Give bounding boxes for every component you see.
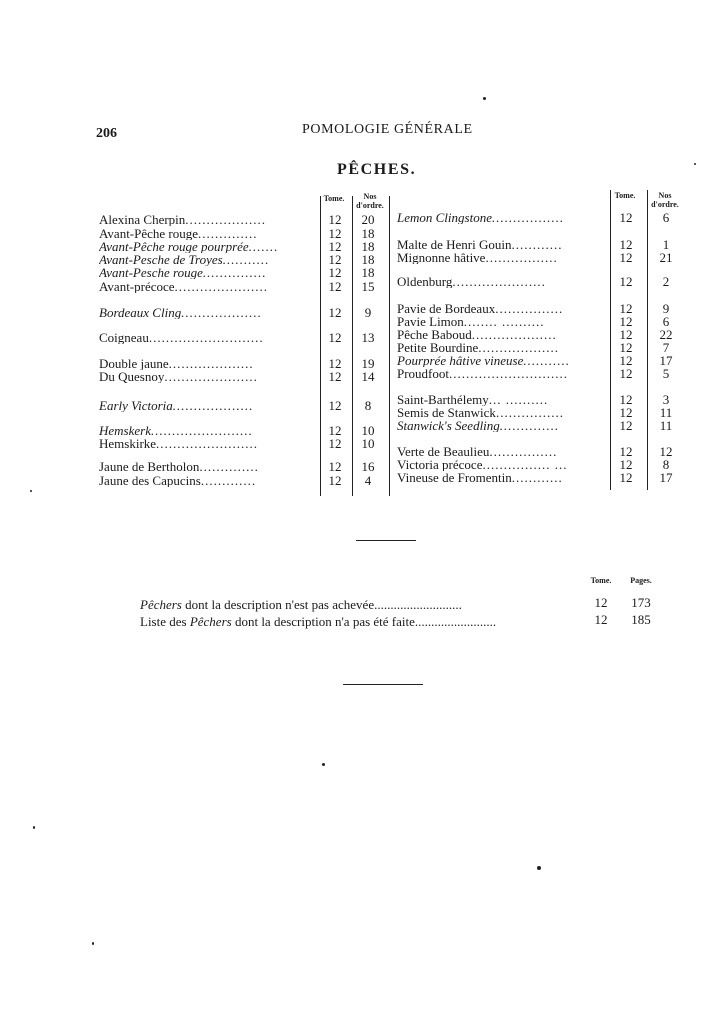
entry-name: Proudfoot	[397, 367, 449, 380]
entry-name: Avant-Pesche de Troyes	[99, 253, 223, 266]
right-entry	[397, 393, 607, 406]
right-tome-header: Tome.	[614, 191, 636, 200]
entry-ordre: 6	[662, 314, 670, 329]
entry-tome: 12	[619, 457, 633, 472]
entry-name: Avant-précoce	[99, 280, 175, 293]
entry-tome: 12	[619, 237, 633, 252]
scan-speck	[483, 97, 486, 100]
separator-rule	[343, 684, 423, 685]
entry-tome: 12	[328, 436, 342, 451]
entry-leader-dots: ... ..........	[488, 393, 549, 406]
entry-name: Malte de Henri Gouin	[397, 238, 512, 251]
note-tome: 12	[594, 612, 608, 627]
entry-tome: 12	[328, 398, 342, 413]
entry-ordre: 15	[361, 279, 375, 294]
entry-name: Du Quesnoy	[99, 370, 165, 383]
entry-ordre: 7	[662, 340, 670, 355]
entry-name: Victoria précoce	[397, 458, 483, 471]
entry-ordre: 5	[662, 366, 670, 381]
entry-leader-dots: ..............	[499, 419, 560, 432]
entry-ordre: 18	[361, 226, 375, 241]
left-entry	[99, 437, 315, 450]
entry-leader-dots: ..............	[199, 460, 259, 473]
entry-tome: 12	[619, 418, 633, 433]
entry-ordre: 18	[361, 252, 375, 267]
entry-tome: 12	[328, 212, 342, 227]
entry-tome: 12	[619, 470, 633, 485]
left-entry	[99, 253, 315, 266]
entry-leader-dots: ...............	[202, 266, 267, 279]
entry-leader-dots: .................	[491, 211, 565, 224]
left-entry	[99, 331, 315, 344]
note-prefix: Liste des	[140, 614, 190, 629]
entry-leader-dots: ...................	[172, 399, 254, 412]
entry-name: Petite Bourdine	[397, 341, 479, 354]
entry-tome: 12	[619, 314, 633, 329]
entry-tome: 12	[328, 252, 342, 267]
right-entry	[397, 367, 607, 380]
entry-name: Vineuse de Fromentin	[397, 471, 512, 484]
entry-name: Lemon Clingstone	[397, 211, 492, 224]
right-entry	[397, 302, 607, 315]
entry-leader-dots: ........................	[156, 437, 259, 450]
entry-name: Hemskerk	[99, 424, 151, 437]
right-entry	[397, 341, 607, 354]
note-text: dont la description n'a pas été faite	[231, 614, 415, 629]
entry-name: Saint-Barthélemy	[397, 393, 489, 406]
entry-tome: 12	[619, 444, 633, 459]
entry-leader-dots: ......................	[164, 370, 258, 383]
entry-leader-dots: ......................	[174, 280, 269, 293]
left-entry	[99, 357, 315, 370]
right-entry	[397, 251, 607, 264]
separator-rule	[356, 540, 416, 541]
right-entry	[397, 354, 607, 367]
note-pages: 173	[631, 595, 651, 610]
entry-ordre: 1	[662, 237, 670, 252]
entry-ordre: 12	[659, 444, 673, 459]
entry-leader-dots: ................	[495, 406, 564, 419]
entry-name: Pavie Limon	[397, 315, 464, 328]
entry-leader-dots: .................	[485, 251, 558, 264]
entry-leader-dots: ............	[511, 471, 563, 484]
entry-name: Avant-Pêche rouge	[99, 227, 199, 240]
entry-leader-dots: ................ ...	[482, 458, 568, 471]
note-italic: Pêchers	[140, 597, 182, 612]
left-entry	[99, 227, 315, 240]
scan-speck	[33, 826, 35, 829]
right-entry	[397, 315, 607, 328]
entry-ordre: 11	[659, 418, 673, 433]
scan-speck	[694, 163, 696, 165]
note-row-1	[140, 597, 462, 613]
entry-name: Early Victoria	[99, 399, 173, 412]
entry-ordre: 2	[662, 274, 670, 289]
left-tome-header: Tome.	[323, 194, 345, 203]
note-dots: ...........................	[374, 597, 462, 612]
left-entry	[99, 474, 315, 487]
entry-leader-dots: ........ ..........	[463, 315, 545, 328]
entry-leader-dots: ...........	[523, 354, 571, 367]
entry-ordre: 19	[361, 356, 375, 371]
left-ordre-header-2: d'ordre.	[356, 201, 384, 210]
entry-tome: 12	[328, 239, 342, 254]
entry-name: Pourprée hâtive vineuse	[397, 354, 524, 367]
entry-ordre: 17	[659, 353, 673, 368]
note-italic: Pêchers	[189, 614, 232, 629]
note-pages: 185	[631, 612, 651, 627]
entry-name: Verte de Beaulieu	[397, 445, 490, 458]
entry-name: Semis de Stanwick	[397, 406, 496, 419]
entry-ordre: 3	[662, 392, 670, 407]
section-title: PÊCHES.	[337, 161, 417, 178]
entry-leader-dots: ................	[495, 302, 564, 315]
entry-leader-dots: ......................	[452, 275, 546, 288]
entry-name: Double jaune	[99, 357, 169, 370]
entry-tome: 12	[328, 369, 342, 384]
entry-tome: 12	[328, 226, 342, 241]
left-entry	[99, 399, 315, 412]
entry-name: Bordeaux Cling	[99, 306, 182, 319]
entry-ordre: 10	[361, 436, 375, 451]
entry-leader-dots: ...........	[222, 253, 270, 266]
entry-tome: 12	[619, 405, 633, 420]
entry-name: Jaune de Bertholon	[99, 460, 200, 473]
entry-tome: 12	[328, 423, 342, 438]
entry-leader-dots: .......	[248, 240, 279, 253]
entry-ordre: 10	[361, 423, 375, 438]
entry-name: Coigneau	[99, 331, 149, 344]
left-entry	[99, 370, 315, 383]
entry-ordre: 11	[659, 405, 673, 420]
entry-ordre: 9	[364, 305, 372, 320]
right-entry	[397, 445, 607, 458]
entry-tome: 12	[619, 210, 633, 225]
entry-tome: 12	[328, 305, 342, 320]
entry-ordre: 18	[361, 265, 375, 280]
entry-tome: 12	[328, 356, 342, 371]
entry-ordre: 21	[659, 250, 673, 265]
entry-ordre: 22	[659, 327, 673, 342]
column-rule	[389, 196, 390, 496]
entry-leader-dots: ................	[489, 445, 558, 458]
left-entry	[99, 213, 315, 226]
scan-speck	[537, 866, 541, 870]
entry-leader-dots: ...................	[478, 341, 559, 354]
entry-tome: 12	[328, 459, 342, 474]
entry-tome: 12	[619, 274, 633, 289]
entry-tome: 12	[619, 392, 633, 407]
left-entry	[99, 424, 315, 437]
entry-name: Mignonne hâtive	[397, 251, 486, 264]
entry-name: Avant-Pêche rouge pourprée	[99, 240, 249, 253]
entry-leader-dots: ...................	[185, 213, 267, 226]
entry-ordre: 17	[659, 470, 673, 485]
entry-tome: 12	[328, 473, 342, 488]
entry-leader-dots: ..............	[198, 227, 258, 240]
entry-ordre: 20	[361, 212, 375, 227]
right-entry	[397, 238, 607, 251]
entry-ordre: 8	[364, 398, 372, 413]
entry-leader-dots: ........................	[150, 424, 253, 437]
right-entry	[397, 419, 607, 432]
right-entry	[397, 328, 607, 341]
right-entry	[397, 275, 607, 288]
entry-name: Hemskirke	[99, 437, 157, 450]
note-tome: 12	[594, 595, 608, 610]
entry-name: Oldenburg	[397, 275, 453, 288]
entry-ordre: 18	[361, 239, 375, 254]
entry-name: Alexina Cherpin	[99, 213, 186, 226]
entry-ordre: 16	[361, 459, 375, 474]
column-rule	[647, 190, 648, 490]
entry-leader-dots: ............	[511, 238, 563, 251]
scan-speck	[30, 490, 32, 492]
left-entry	[99, 460, 315, 473]
entry-leader-dots: ............................	[449, 367, 568, 380]
note-dots: .........................	[414, 614, 497, 629]
scan-speck	[92, 942, 94, 945]
right-entry	[397, 211, 607, 224]
entry-ordre: 13	[361, 330, 375, 345]
left-ordre-header-1: Nos	[363, 192, 377, 201]
entry-ordre: 14	[361, 369, 375, 384]
entry-ordre: 4	[364, 473, 372, 488]
right-ordre-header-2: d'ordre.	[651, 200, 679, 209]
entry-tome: 12	[328, 330, 342, 345]
entry-tome: 12	[328, 279, 342, 294]
entry-tome: 12	[328, 265, 342, 280]
entry-leader-dots: ...........................	[148, 331, 264, 344]
entry-leader-dots: ....................	[471, 328, 557, 341]
entry-ordre: 6	[662, 210, 670, 225]
left-entry	[99, 266, 315, 279]
right-entry	[397, 471, 607, 484]
entry-name: Pavie de Bordeaux	[397, 302, 496, 315]
left-entry	[99, 280, 315, 293]
entry-name: Avant-Pesche rouge	[99, 266, 203, 279]
entry-tome: 12	[619, 353, 633, 368]
entry-ordre: 8	[662, 457, 670, 472]
right-ordre-header-1: Nos	[658, 191, 672, 200]
page-number: 206	[96, 126, 117, 141]
entry-tome: 12	[619, 340, 633, 355]
entry-tome: 12	[619, 366, 633, 381]
entry-name: Stanwick's Seedling	[397, 419, 500, 432]
entry-tome: 12	[619, 327, 633, 342]
entry-leader-dots: ...................	[181, 306, 262, 319]
note-text: dont la description n'est pas achevée	[181, 597, 375, 612]
entry-name: Jaune des Capucins	[99, 474, 201, 487]
entry-leader-dots: ....................	[168, 357, 254, 370]
entry-tome: 12	[619, 250, 633, 265]
left-entry	[99, 240, 315, 253]
right-entry	[397, 406, 607, 419]
note-row-2	[140, 614, 496, 630]
entry-name: Pêche Baboud	[397, 328, 472, 341]
scan-speck	[322, 763, 325, 766]
entry-ordre: 9	[662, 301, 670, 316]
running-title: POMOLOGIE GÉNÉRALE	[302, 122, 473, 137]
notes-pages-header: Pages.	[630, 576, 652, 585]
left-entry	[99, 306, 315, 319]
notes-tome-header: Tome.	[590, 576, 612, 585]
entry-tome: 12	[619, 301, 633, 316]
entry-leader-dots: .............	[200, 474, 257, 487]
right-entry	[397, 458, 607, 471]
